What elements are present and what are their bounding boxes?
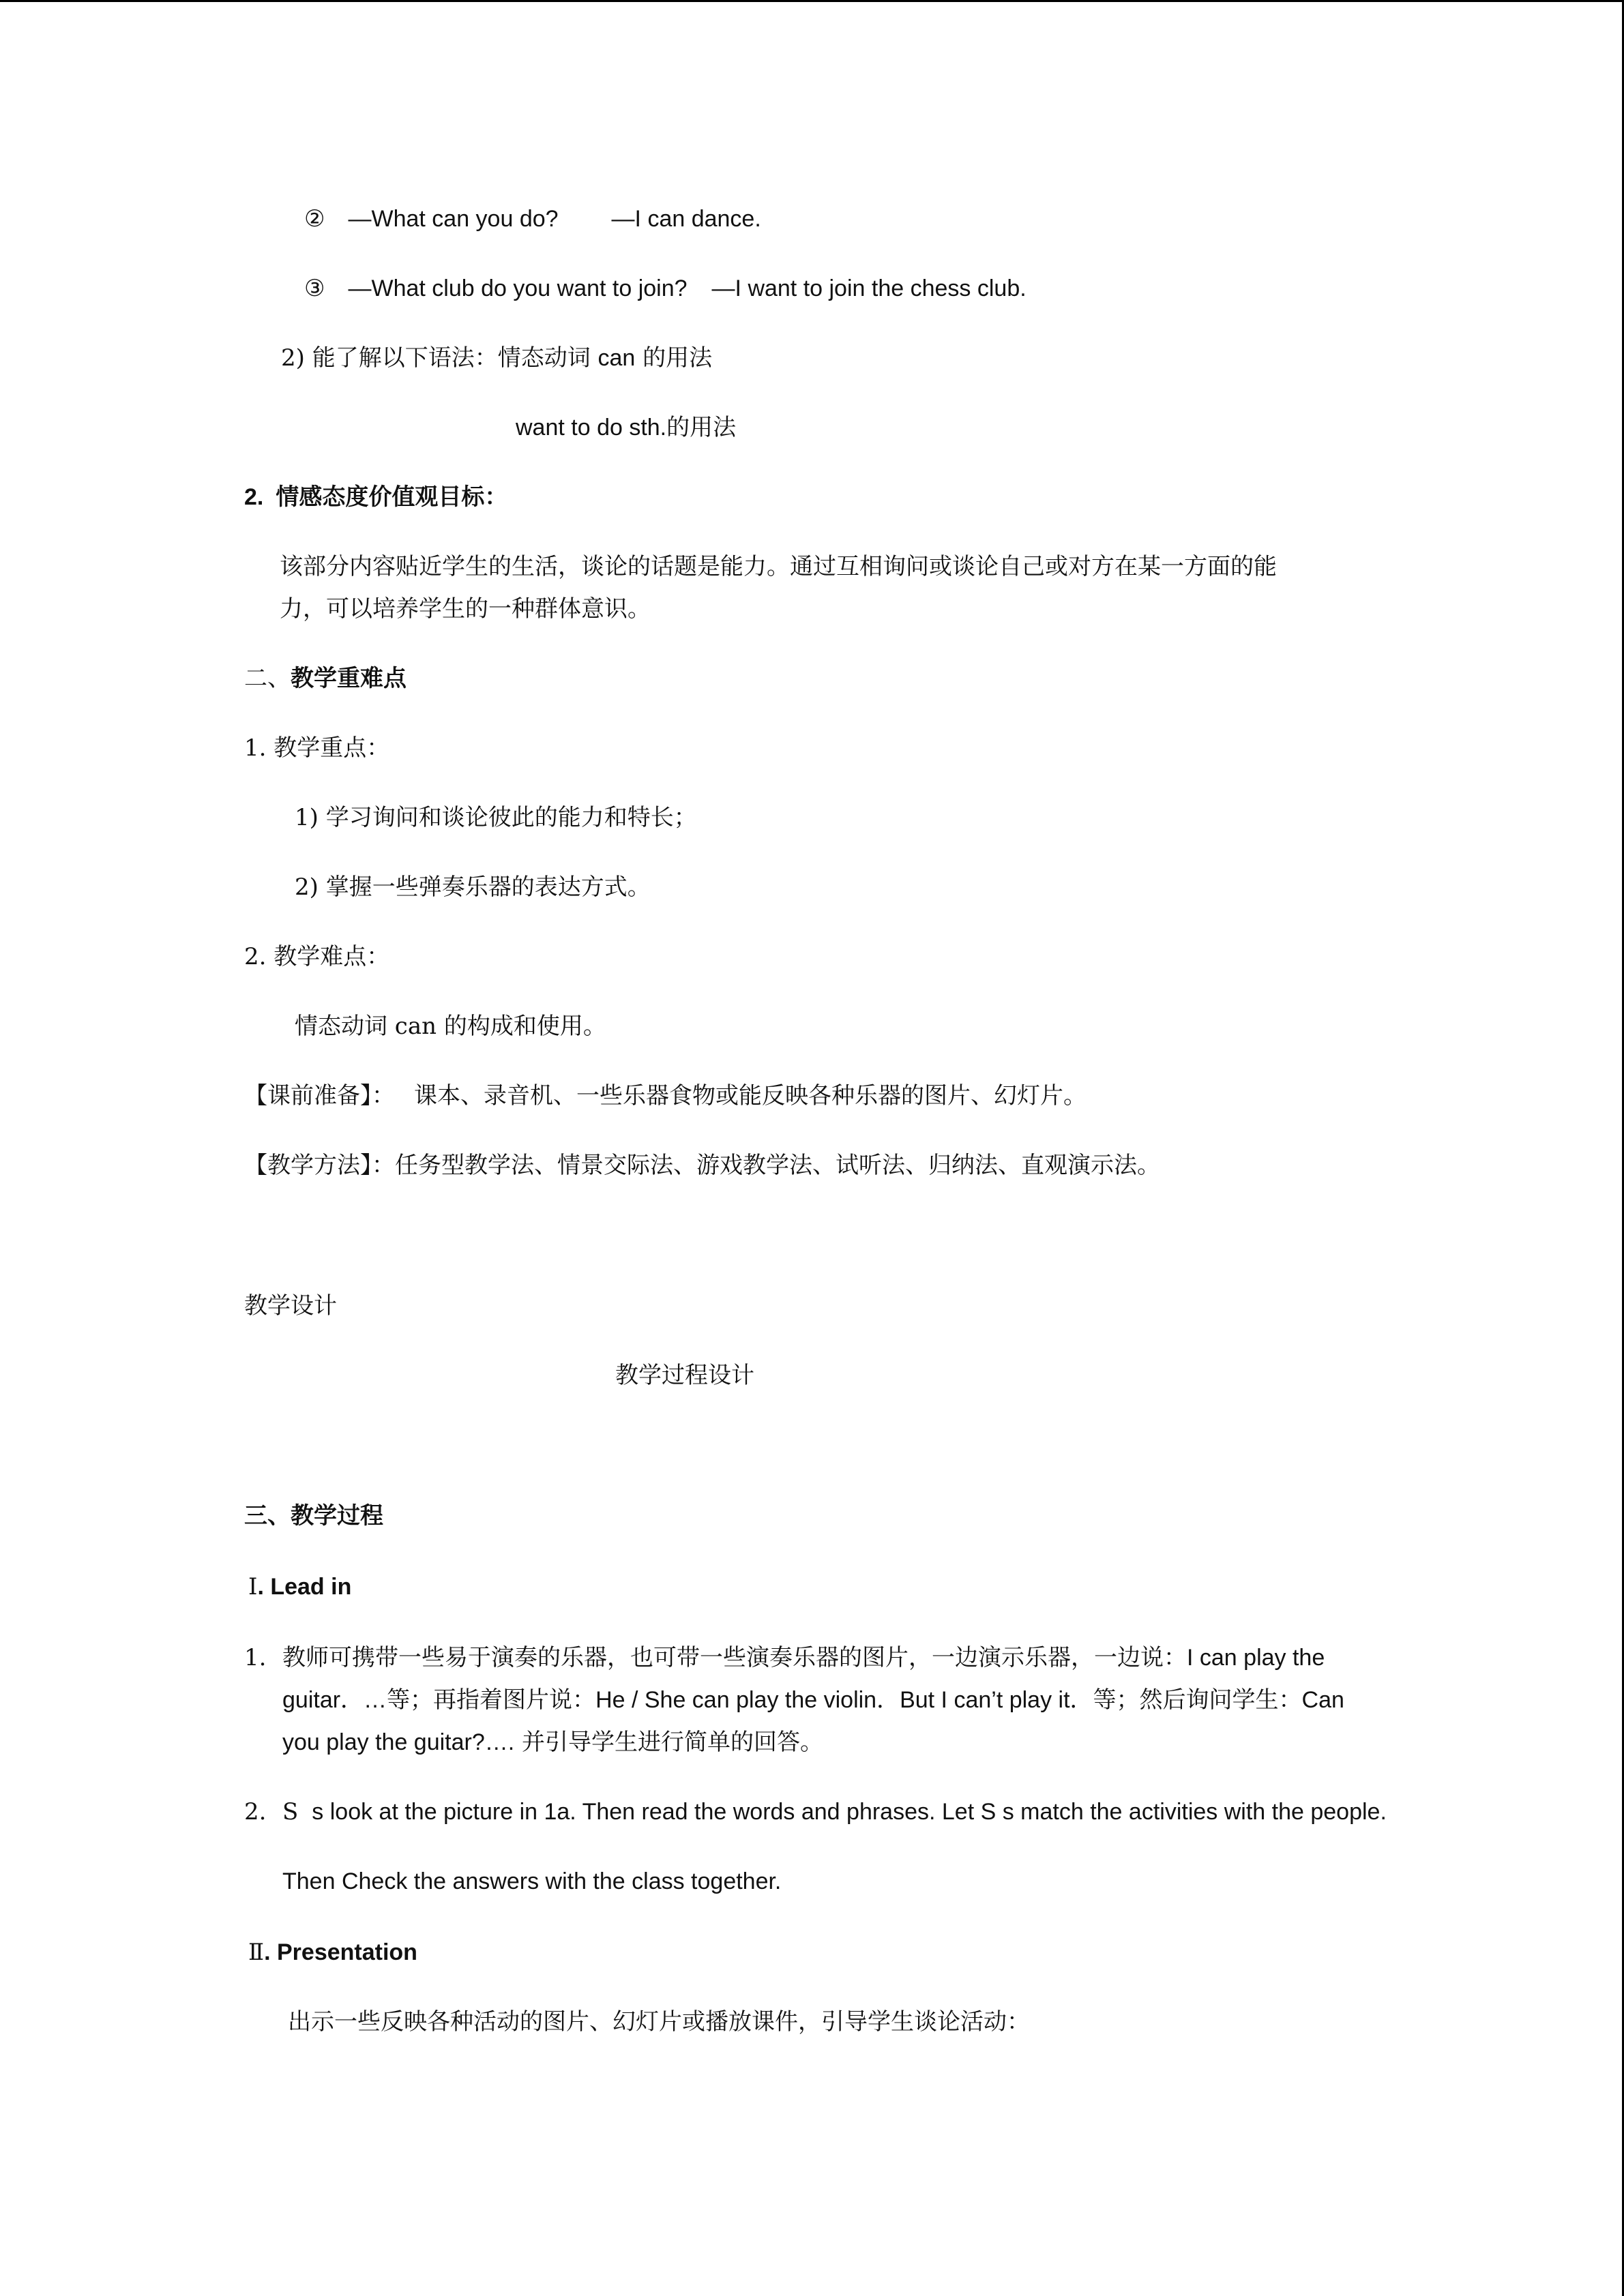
process-design-title: 教学过程设计 (615, 1362, 754, 1389)
preparation (244, 1075, 1087, 1117)
dialogue-3-answer: —I want to join the chess club. (711, 275, 1027, 301)
presentation-numeral: Ⅱ (248, 1939, 265, 1966)
dialogue-2 (304, 198, 761, 240)
grammar-line-2-suffix: 的用法 (666, 414, 737, 441)
dialogue-3 (304, 267, 1027, 310)
presentation-heading (248, 1931, 417, 1973)
presentation-title: . Presentation (264, 1939, 417, 1965)
grammar-line-1-suffix: 的用法 (635, 344, 713, 372)
lead-in-item-1-l1-en: I can play the (1187, 1645, 1325, 1671)
dialogue-3-marker: ③ (304, 275, 325, 302)
goal-2-body-line-2: 力，可以培养学生的一种群体意识。 (280, 595, 651, 623)
methods-text: 任务型教学法、情景交际法、游戏教学法、试听法、归纳法、直观演示法。 (395, 1152, 1160, 1179)
grammar-line-1-en: can (597, 345, 636, 371)
goal-2-heading (244, 476, 507, 518)
lead-in-item-1-l1-zh: 教师可携带一些易于演奏的乐器，也可带一些演奏乐器的图片，一边演示乐器，一边说： (282, 1644, 1187, 1671)
key-points-heading: 1. 教学重点： (244, 734, 390, 762)
difficult-points-heading: 2. 教学难点： (244, 943, 390, 970)
goal-2-title: 情感态度价值观目标： (276, 483, 508, 511)
grammar-line-2 (516, 406, 736, 449)
lead-in-item-1-line-2 (282, 1679, 1344, 1721)
grammar-line-2-en: want to do sth. (516, 415, 667, 441)
section-3-title: 教学过程 (291, 1502, 383, 1530)
lead-in-item-2-number: 2. (244, 1798, 267, 1825)
design-title: 教学设计 (244, 1292, 337, 1320)
lead-in-item-1-line-3 (282, 1721, 823, 1763)
dialogue-2-marker: ② (304, 205, 325, 233)
dialogue-2-question: —What can you do? (348, 206, 559, 232)
lead-in-item-1-number: 1. (244, 1644, 267, 1671)
lead-in-title: . Lead in (257, 1574, 352, 1600)
dialogue-3-question: —What club do you want to join? (348, 275, 688, 301)
dialogue-2-answer: —I can dance. (611, 206, 761, 232)
lead-in-item-1-l2-zh2: 等；然后询问学生： (1093, 1686, 1302, 1714)
lead-in-item-1-l2-en2: He / She can play the violin．But I can’t play it． (595, 1687, 1093, 1713)
preparation-label: 【课前准备】： (244, 1082, 395, 1109)
lead-in-item-1-l2-en1: guitar．… (282, 1687, 387, 1713)
lead-in-item-1-l2-en3: Can (1301, 1687, 1344, 1713)
goal-2-number: 2. (244, 484, 264, 510)
goal-2-body-line-1: 该部分内容贴近学生的生活，谈论的话题是能力。通过互相询问或谈论自己或对方在某一方面的能 (280, 553, 1277, 580)
lead-in-item-2-letter: S (282, 1798, 299, 1825)
lead-in-item-1-l3-zh: 并引导学生进行简单的回答。 (514, 1729, 824, 1756)
lead-in-item-2-l1-en: s look at the picture in 1a. Then read the words and phrases. Let S s match the activities with the people. (312, 1799, 1387, 1825)
lead-in-heading (248, 1566, 351, 1608)
lead-in-item-2-line-2: Then Check the answers with the class together. (282, 1868, 782, 1894)
key-points-item-2: 2) 掌握一些弹奏乐器的表达方式。 (295, 874, 651, 901)
lead-in-item-2-line-1 (282, 1791, 1387, 1833)
difficult-points-item: 情态动词 can 的构成和使用。 (295, 1013, 606, 1040)
presentation-text: 出示一些反映各种活动的图片、幻灯片或播放课件，引导学生谈论活动： (288, 2008, 1030, 2036)
preparation-text: 课本、录音机、一些乐器食物或能反映各种乐器的图片、幻灯片。 (414, 1082, 1087, 1109)
lead-in-item-1-l2-zh1: 等；再指着图片说： (387, 1686, 596, 1714)
section-2-heading (244, 657, 407, 700)
section-2-prefix: 二、 (244, 665, 291, 692)
section-3-heading (244, 1495, 383, 1537)
grammar-line-1-prefix: 2) 能了解以下语法：情态动词 (281, 344, 598, 372)
section-2-title: 教学重难点 (291, 665, 407, 692)
key-points-item-1: 1) 学习询问和谈论彼此的能力和特长； (295, 804, 697, 831)
grammar-line-1 (281, 337, 712, 379)
lead-in-numeral: Ⅰ (248, 1573, 258, 1600)
section-3-prefix: 三、 (244, 1502, 291, 1530)
page-border-top (0, 0, 1624, 2)
methods (244, 1144, 1160, 1187)
methods-label: 【教学方法】： (244, 1152, 395, 1179)
lead-in-item-1-line-1 (282, 1637, 1325, 1679)
lead-in-item-1-l3-en: you play the guitar?…. (282, 1729, 515, 1755)
